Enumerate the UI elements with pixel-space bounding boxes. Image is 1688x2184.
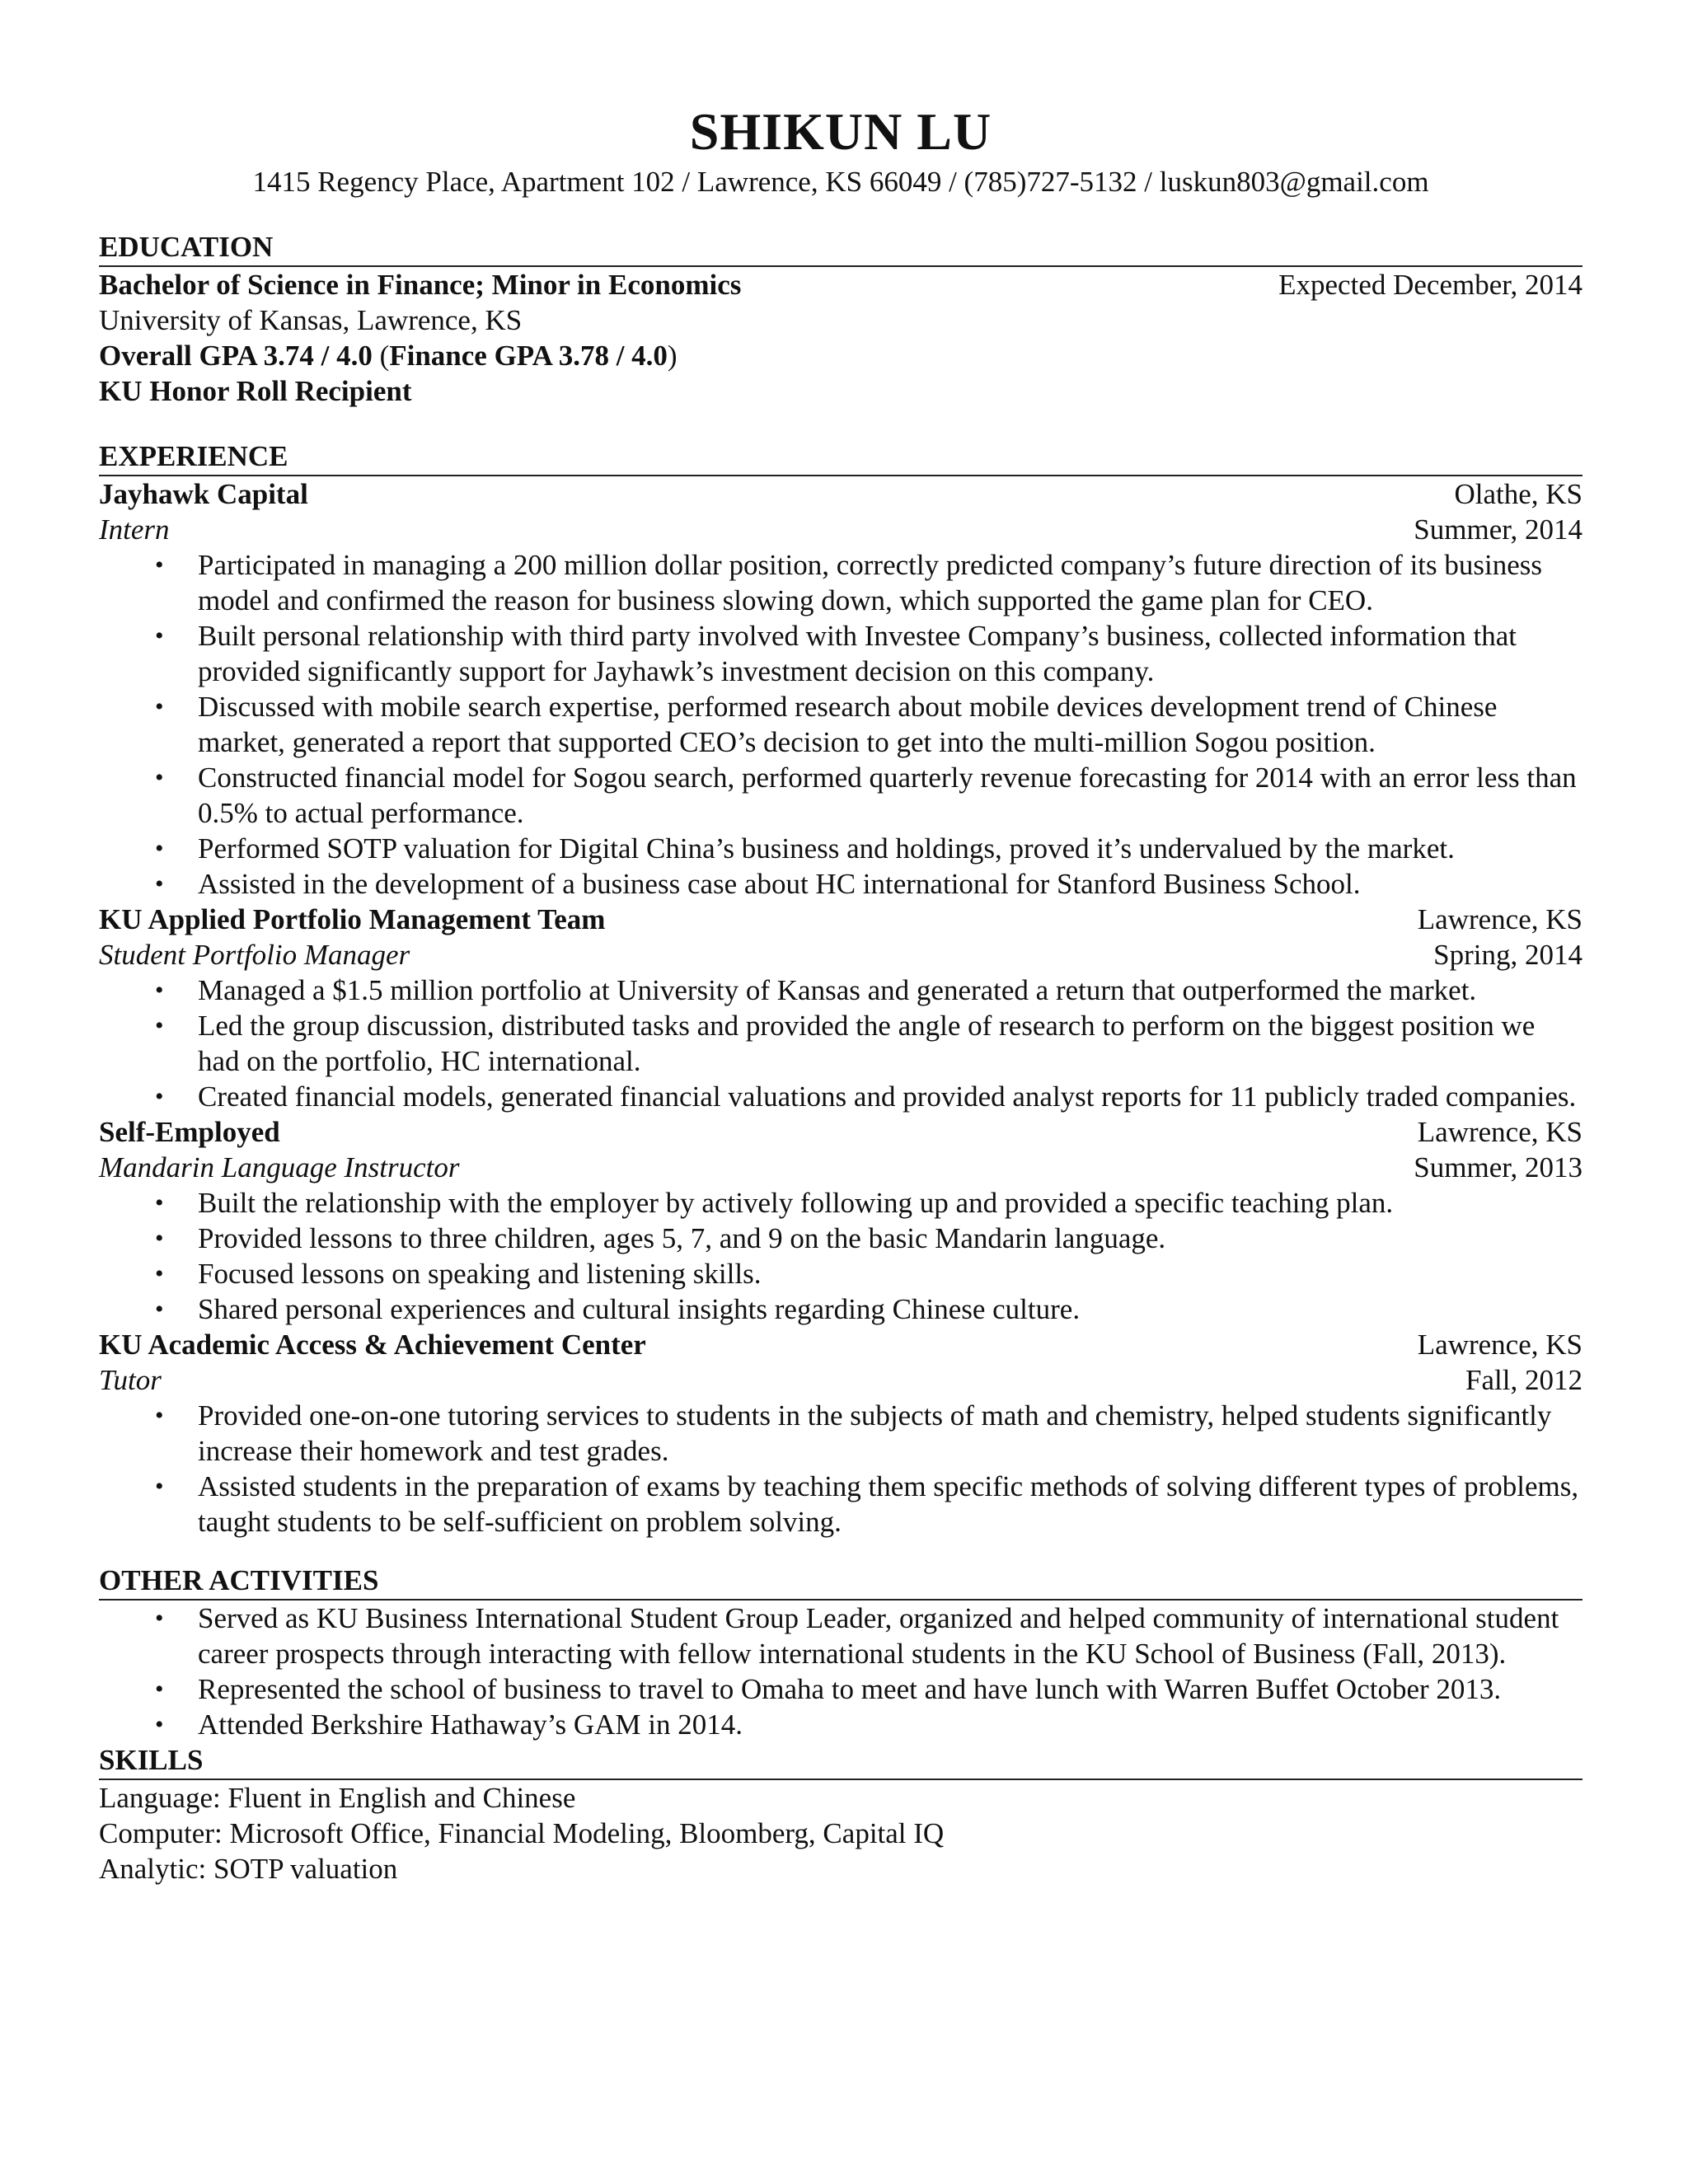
gpa-paren-open: (	[372, 340, 390, 372]
bullet-icon: •	[155, 1605, 164, 1632]
job-location: Lawrence, KS	[1417, 1329, 1582, 1361]
bullet-text: Managed a $1.5 million portfolio at University of Kansas and generated a return that outperformed the market.	[198, 974, 1477, 1006]
bullet-icon: •	[155, 1260, 164, 1287]
bullet-icon: •	[155, 1402, 164, 1429]
bullet-item	[99, 1398, 1582, 1469]
job-entry	[99, 476, 1582, 902]
job-role: Intern	[99, 513, 170, 546]
bullet-text: Discussed with mobile search expertise, performed research about mobile devices development trend of Chinese market, generated a report that supported CEO’s decision to get into the multi-million Sogou position.	[198, 691, 1498, 758]
bullet-icon: •	[155, 764, 164, 791]
bullet-item	[99, 1291, 1582, 1327]
bullet-icon: •	[155, 1473, 164, 1500]
bullet-icon: •	[155, 1189, 164, 1216]
bullet-text: Constructed financial model for Sogou search, performed quarterly revenue forecasting for 2014 with an error less than 0.5% to actual performance.	[198, 762, 1577, 829]
bullet-text: Attended Berkshire Hathaway’s GAM in 2014.	[198, 1708, 743, 1741]
job-role-row	[99, 512, 1582, 547]
bullet-icon: •	[155, 693, 164, 720]
bullet-icon: •	[155, 1296, 164, 1323]
job-list	[99, 476, 1582, 1540]
bullet-item	[99, 618, 1582, 689]
bullet-text: Created financial models, generated financial valuations and provided analyst reports for 11 publicly traded companies.	[198, 1080, 1577, 1113]
bullet-item	[99, 1221, 1582, 1256]
job-organization: KU Applied Portfolio Management Team	[99, 903, 606, 935]
job-date: Fall, 2012	[1465, 1364, 1582, 1396]
gpa-overall: Overall GPA 3.74 / 4.0	[99, 340, 373, 372]
bullet-item	[99, 972, 1582, 1008]
bullet-icon: •	[155, 1225, 164, 1252]
job-location: Lawrence, KS	[1417, 1116, 1582, 1148]
bullet-item	[99, 1079, 1582, 1114]
school: University of Kansas, Lawrence, KS	[99, 304, 523, 336]
graduation-date: Expected December, 2014	[1278, 269, 1582, 301]
job-role-row	[99, 1362, 1582, 1398]
resume	[99, 99, 1582, 1886]
bullet-icon: •	[155, 1711, 164, 1738]
skill-line: Language: Fluent in English and Chinese	[99, 1782, 576, 1814]
section-title-education: EDUCATION	[99, 229, 1582, 267]
bullet-icon: •	[155, 835, 164, 862]
bullet-item	[99, 689, 1582, 760]
skills-list	[99, 1780, 1582, 1886]
bullet-icon: •	[155, 977, 164, 1004]
bullet-item	[99, 1601, 1582, 1671]
education-section	[99, 229, 1582, 409]
bullet-icon: •	[155, 1083, 164, 1110]
bullet-item	[99, 1256, 1582, 1291]
bullet-item	[99, 547, 1582, 618]
bullet-text: Served as KU Business International Student Group Leader, organized and helped community of international student career prospects through interacting with fellow international students in the KU School of Business (Fall, 2013).	[198, 1602, 1559, 1670]
other-activities-section	[99, 1563, 1582, 1742]
job-role-row	[99, 1150, 1582, 1185]
job-bullet-list	[99, 972, 1582, 1114]
job-location: Olathe, KS	[1454, 478, 1582, 510]
job-header-row	[99, 902, 1582, 937]
skill-line: Analytic: SOTP valuation	[99, 1853, 398, 1885]
bullet-item	[99, 866, 1582, 902]
bullet-icon: •	[155, 622, 164, 649]
bullet-text: Assisted students in the preparation of exams by teaching them specific methods of solving different types of problems, taught students to be self-sufficient on problem solving.	[198, 1470, 1579, 1538]
job-date: Summer, 2013	[1414, 1151, 1582, 1183]
bullet-item	[99, 831, 1582, 866]
gpa-line	[99, 338, 1582, 373]
bullet-item	[99, 1671, 1582, 1707]
job-role: Mandarin Language Instructor	[99, 1151, 460, 1183]
gpa-paren-close: )	[667, 340, 678, 372]
bullet-item	[99, 760, 1582, 831]
skills-section	[99, 1742, 1582, 1886]
job-role: Tutor	[99, 1364, 162, 1396]
bullet-icon: •	[155, 1012, 164, 1039]
bullet-text: Focused lessons on speaking and listening skills.	[198, 1258, 762, 1290]
job-entry	[99, 1114, 1582, 1327]
gpa-finance: Finance GPA 3.78 / 4.0	[389, 340, 668, 372]
job-role-row	[99, 937, 1582, 972]
job-bullet-list	[99, 1398, 1582, 1540]
degree: Bachelor of Science in Finance; Minor in Economics	[99, 269, 742, 301]
section-title-other-activities: OTHER ACTIVITIES	[99, 1563, 1582, 1601]
bullet-text: Participated in managing a 200 million dollar position, correctly predicted company’s future direction of its business model and confirmed the reason for business slowing down, which supported the game plan for CEO.	[198, 549, 1543, 616]
bullet-item	[99, 1469, 1582, 1540]
section-title-experience: EXPERIENCE	[99, 438, 1582, 476]
job-header-row	[99, 1327, 1582, 1362]
bullet-text: Built the relationship with the employer by actively following up and provided a specific teaching plan.	[198, 1187, 1394, 1219]
job-organization: KU Academic Access & Achievement Center	[99, 1329, 646, 1361]
skill-line: Computer: Microsoft Office, Financial Modeling, Bloomberg, Capital IQ	[99, 1817, 945, 1849]
bullet-item	[99, 1707, 1582, 1742]
job-date: Summer, 2014	[1414, 513, 1582, 546]
honor: KU Honor Roll Recipient	[99, 375, 412, 407]
job-bullet-list	[99, 1185, 1582, 1327]
bullet-text: Represented the school of business to travel to Omaha to meet and have lunch with Warren Buffet October 2013.	[198, 1673, 1502, 1705]
job-header-row	[99, 1114, 1582, 1150]
bullet-text: Led the group discussion, distributed tasks and provided the angle of research to perform on the biggest position we had on the portfolio, HC international.	[198, 1010, 1536, 1077]
bullet-text: Assisted in the development of a business case about HC international for Stanford Business School.	[198, 868, 1361, 900]
job-bullet-list	[99, 547, 1582, 902]
bullet-icon: •	[155, 1675, 164, 1703]
job-entry	[99, 902, 1582, 1114]
contact-line: 1415 Regency Place, Apartment 102 / Lawrence, KS 66049 / (785)727-5132 / luskun803@gmail.com	[252, 166, 1429, 198]
candidate-name: SHIKUN LU	[689, 102, 992, 161]
job-location: Lawrence, KS	[1417, 903, 1582, 935]
job-date: Spring, 2014	[1433, 939, 1582, 971]
job-role: Student Portfolio Manager	[99, 939, 410, 971]
bullet-item	[99, 1008, 1582, 1079]
bullet-icon: •	[155, 551, 164, 579]
job-organization: Self-Employed	[99, 1116, 280, 1148]
job-header-row	[99, 476, 1582, 512]
bullet-text: Shared personal experiences and cultural insights regarding Chinese culture.	[198, 1293, 1081, 1325]
bullet-text: Provided one-on-one tutoring services to students in the subjects of math and chemistry, helped students significantly increase their homework and test grades.	[198, 1399, 1552, 1467]
bullet-text: Built personal relationship with third party involved with Investee Company’s business, collected information that provided significantly support for Jayhawk’s investment decision on this company.	[198, 620, 1517, 687]
bullet-icon: •	[155, 870, 164, 898]
degree-row	[99, 267, 1582, 302]
section-title-skills: SKILLS	[99, 1742, 1582, 1780]
other-activities-list	[99, 1601, 1582, 1742]
bullet-item	[99, 1185, 1582, 1221]
experience-section	[99, 438, 1582, 1540]
bullet-text: Performed SOTP valuation for Digital China’s business and holdings, proved it’s undervalued by the market.	[198, 832, 1455, 865]
job-organization: Jayhawk Capital	[99, 478, 308, 510]
bullet-text: Provided lessons to three children, ages 5, 7, and 9 on the basic Mandarin language.	[198, 1222, 1166, 1254]
job-entry	[99, 1327, 1582, 1540]
